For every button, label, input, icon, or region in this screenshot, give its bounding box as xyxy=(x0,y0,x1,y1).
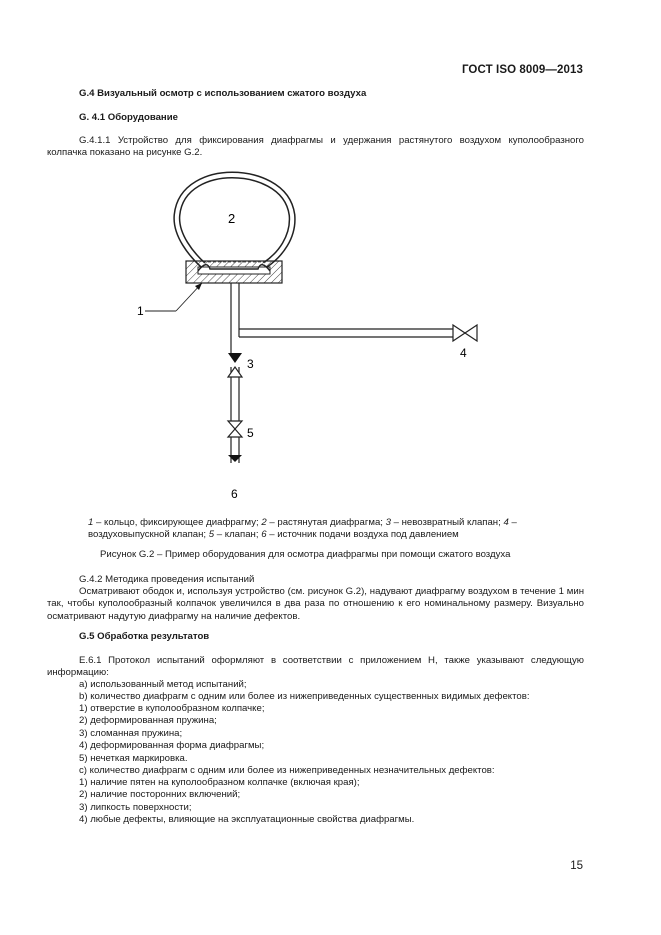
figure-g2-diagram xyxy=(120,165,500,510)
paragraph-e61: E.6.1 Протокол испытаний оформляют в соответствии с приложением H, также указывают следующую информацию: xyxy=(47,655,584,679)
list-item: 3) сломанная пружина; xyxy=(79,727,183,739)
legend-num-1: 1 xyxy=(88,517,94,528)
legend-text-3: – невозвратный клапан; xyxy=(390,517,504,528)
air-release-valve-icon xyxy=(453,325,477,341)
list-item: 4) деформированная форма диафрагмы; xyxy=(79,740,265,752)
paragraph-g42: Осматривают ободок и, используя устройство (см. рисунок G.2), надувают диафрагму воздухом в течение 1 мин так, чтобы куполообразный колпачок увеличился в два раза по отношению к его номинальному размеру. Визуально осматривают надутую диафрагму на наличие дефектов. xyxy=(47,586,584,622)
subsection-heading-g42: G.4.2 Методика проведения испытаний xyxy=(79,574,255,585)
list-item: 1) наличие пятен на куполообразном колпачке (включая края); xyxy=(79,777,360,788)
legend-text-5: – клапан; xyxy=(214,529,262,541)
list-item: 5) нечеткая маркировка. xyxy=(79,752,188,764)
legend-num-2: 2 xyxy=(261,517,267,528)
legend-num-3: 3 xyxy=(385,517,391,528)
section-title-g4: G.4 Визуальный осмотр с использованием сжатого воздуха xyxy=(79,88,367,99)
air-supply-arrow-icon xyxy=(228,455,242,462)
list-item: 3) липкость поверхности; xyxy=(79,801,192,813)
fixing-ring xyxy=(186,261,282,283)
subsection-title-g41: G. 4.1 Оборудование xyxy=(79,112,178,123)
list-item: 1) отверстие в куполообразном колпачке; xyxy=(79,703,265,714)
valve-icon xyxy=(228,421,242,437)
item-b: b) количество диафрагм с одним или более из нижеприведенных существенных видимых дефектов: xyxy=(79,691,530,702)
list-item: 2) деформированная пружина; xyxy=(79,715,217,727)
check-valve-icon xyxy=(228,353,242,377)
figure-label-1: 1 xyxy=(137,304,144,318)
figure-caption: Рисунок G.2 – Пример оборудования для осмотра диафрагмы при помощи сжатого воздуха xyxy=(100,549,511,560)
figure-label-3: 3 xyxy=(247,357,254,371)
list-item: 4) любые дефекты, влияющие на эксплуатационные свойства диафрагмы. xyxy=(79,814,415,826)
legend-num-4: 4 xyxy=(503,517,509,528)
list-minor-defects xyxy=(79,777,616,827)
item-a: a) использованный метод испытаний; xyxy=(79,679,247,690)
air-pipe xyxy=(231,283,453,463)
legend-text-2: – растянутая диафрагма; xyxy=(266,517,386,528)
legend-text-4: – воздуховыпускной клапан; xyxy=(88,517,517,541)
figure-label-2: 2 xyxy=(228,211,236,226)
legend-text-1: – кольцо, фиксирующее диафрагму; xyxy=(93,517,262,528)
item-c: c) количество диафрагм с одним или более из нижеприведенных незначительных дефектов: xyxy=(79,765,495,776)
figure-label-5: 5 xyxy=(247,426,254,440)
document-standard-code: ГОСТ ISO 8009—2013 xyxy=(461,64,583,76)
figure-legend xyxy=(88,517,544,542)
paragraph-g411: G.4.1.1 Устройство для фиксирования диафрагмы и удержания растянутого воздухом куполообразного колпачка показано на рисунке G.2. xyxy=(47,135,584,159)
page-number: 15 xyxy=(570,860,583,872)
list-significant-defects xyxy=(79,703,616,765)
figure-label-6: 6 xyxy=(231,487,238,501)
label-1-leader xyxy=(145,283,202,311)
legend-num-5: 5 xyxy=(208,529,215,541)
figure-label-4: 4 xyxy=(460,346,467,360)
legend-num-6: 6 xyxy=(261,529,267,541)
section-title-g5: G.5 Обработка результатов xyxy=(79,631,210,642)
list-item: 2) наличие посторонних включений; xyxy=(79,789,241,801)
legend-text-6: – источник подачи воздуха под давлением xyxy=(266,529,459,541)
